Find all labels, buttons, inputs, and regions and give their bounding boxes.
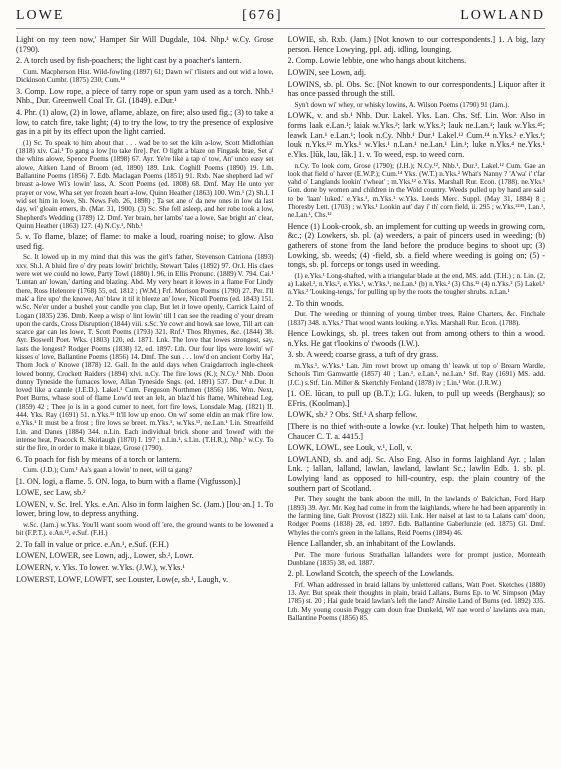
citation-block: Dur. The weeding or thinning of young timber trees, Raine Charters, &c. Finchale (1837) 348. n.Yks.² That wood wants louking. e.Yks. Marshall Rur. Econ. (1788).: [287, 310, 545, 327]
citation-block: Syn't down wi' whey, or whisky lowins, A. Wilson Poems (1790) 91 (Jam.).: [294, 100, 510, 109]
header-left-guide-word: LOWE: [16, 8, 65, 23]
page-header: [16, 8, 545, 29]
page-number: [676]: [242, 8, 283, 23]
right-column: [288, 35, 546, 770]
citation-block: Frf. Whan addressed in braid lallans by unlettered callans, Watt Poet. Sketches (1880) 13. Ayr. But speak their thoughts in plain, braid Lallans, Burns Ep. to W. Simpson (May 1785) st. 20 ; Hai gude braid lawlan's left the land? Ainslie Land of Burns (ed. 1892) 335. Lth. My young cousin Peggy cam doun frae Dunkeld, Wi' nae word o' lawlants ava man, Ballantine Poems (1856) 85.: [287, 580, 545, 623]
dictionary-entry: 2. A torch used by fish-poachers; the light cast by a poacher's lantern.: [16, 56, 242, 66]
dictionary-entry: Light on my teen now,' Hamper Sir Will Dugdale, 104. Nhp.¹ w.Cy. Grose (1790).: [16, 35, 274, 54]
text-columns: [16, 35, 545, 770]
citation-block: n.Cy. To look corn, Grose (1790); (J.H.); N.Cy.¹², Nhb.¹, Dur.¹, Lakel.¹² Cum. Gae an look that field o' haver (E.W.P.); Cum.¹⁴ Yks. (W.T.) n.Yks.² What's Nanny ? 'A'wa' i' t'far yahd o' Langlands lookin' t'wheat' ; m.Yks.¹² e.Yks. Marshall Rur. Econ. (1788). ne.Yks.¹ Gon. done by women and children in the Wold country. Weeds pulled up by hand are said to be 'laan' luked.' e.Yks.¹, m.Yks.¹ w.Yks. Leeds Merc. Suppl. (May 31, 1884) 8 ; Thoresby Lett. (1703) ; w.Yks.¹ Lookin aut' day i' th' corn field, ii. 295 ; w.Yks.²²⁴⁵, Lan.¹, ne.Lan.¹, Chs.¹²: [287, 161, 545, 220]
dictionary-entry: LOWK, LOWL, see Louk, v.¹, Loll, v.: [287, 443, 413, 453]
dictionary-entry: LOWK, v. and sb.¹ Nhb. Dur. Lakel. Yks. Lan. Chs. Stf. Lin. Wor. Also in forms laak e.Lan.¹; laiak w.Yks.²; lark w.Yks.²; lauk ne.Lan.¹; lauk w.Yks.⁴⁵; leawk Lan.¹ e.Lan.¹; look n.Cy. Nhb.¹ Dur.¹ Lakel.¹² Cum.¹⁴ n.Yks.² e.Yks.¹; louk n.Yks.¹² m.Yks.¹ w.Yks.¹ n.Lan.¹ ne.Lan.¹ Lin.¹; luke n.Yks.⁴ ne.Yks.¹ e.Yks. [lūk, lau, lāk.] 1. v. To weed, esp. to weed corn.: [287, 111, 545, 159]
citation-block: (1) Sc. To speak to him about that . . . wad be to set the kiln a-low, Scott Midlothian (1818) xiv. Cai.¹ To gang a low [to take fire]. Per. O light a blaze on Fingask brae, Set a' the whins alowe, Spence Poems (1898) 67. Ayr. Ye're like a tap o' tow, An' unco easy set alowe, Aitken Land of Broom (ed. 1890) 189. Lnk. Coghill Poems (1890) 19. Lth. Ballantine Poems (1856) 7. Edb. Maclagan Poems (1851) 91. Rxb. Nae shepherd lad wi' breast a-lowe Wi's lowin' lass, A. Scott Poems (ed. 1808) 68. Dmf. May He unto yer prayer or vow, Wha set yer frozen heart a-low, Quinn Heather (1863) 100. Wm.¹ (2) Sh.I. I wid set him in lowe, Sh. News Feb. 26, 1898) ; Ta set ane o' da new ones in low da last day, wi' gloain emers, ib. (Mar. 31, 1900). (3) Sc. She fell asleep, and her robe took a low, Shepherd's Wedding (1789) 12. Dmf. Yer brain, her lambs' tae a lowe, Sae bright an' clear, Quinn Heather (1863) 127. (4) N.Cy.¹, Nhb.¹: [16, 138, 274, 230]
citation-block: m.Yks.¹, w.Yks.¹ Lan. Jim rowt browt up omang th' leawk ut top o' Brearn Wardle, Schools Tim Gamwattle (1857) 40 ; Lan.¹, e.Lan.¹, ne.Lan.¹ Stf. Ray (1691) MS. add. (J.C.) s.Stf. Lin. Miller & Skertchly Fenland (1878) iv ; Lin.¹ Wor. (J.R.W.): [287, 361, 545, 387]
dictionary-entry: 3. sb. A weed; coarse grass, a tuft of dry grass.: [287, 350, 439, 360]
citation-block: Per. They sought the bank aboon the mill, In the lawlands o' Balcichan, Ford Harp (1893) 39. Ayr. Mr. Keg had come in from the laighlands, where he had been apparently in the farming line, Galt Provost (1822) xiii. Lnk. Her naisel at last to ta Lalans cam' doon, Rodger Poems (1838) 28, ed. 1897. Edb. Ballantine Gaberlunzie (ed. 1875) Gl. Dmf. Whyles the corn's green in the lallans, Reid Poems (1894) 46.: [287, 495, 545, 537]
dictionary-entry: Hence Lowkings, sb. pl. trees taken out from among others to thin a wood. n.Yks. He gat t'lookins o' t'woods (I.W.).: [287, 329, 545, 348]
dictionary-entry: 2. pl. Lowland Scotch, the speech of the Lowlands.: [287, 569, 455, 579]
dictionary-entry: 2. Comp. Lowie lebbie, one who hangs about kitchens.: [287, 56, 467, 66]
citation-block: (1) e.Yks.¹ Long-shafted, with a triangular blade at the end, MS. add. (T.H.) ; n. Lin. (2, a) Lakel.², n.Yks.², e.Yks.¹, w.Yks.¹, ne.Lan.¹ (b) n.Yks.² (3) Chs.¹² (4) n.Yks.² (5) Lakel.¹ n.Yks.² 'Louking-tengs,' for pulling up by the roots the tougher shrubs. n.Lan.¹: [287, 271, 545, 297]
dictionary-entry: 5. v. To flame, blaze; of flame: to make a loud, roaring noise; to glow. Also used fig.: [16, 232, 274, 251]
dictionary-entry: LOWEN, v. Sc. Irel. Yks. e.An. Also in form laighen Sc. (Jam.) [lou·ən.] 1. To lower, bring low, to depress anything.: [16, 499, 274, 519]
dictionary-entry: LOWLAND, sb. and adj. Sc. Also Eng. Also in forms laighland Ayr. ; lalan Lnk. ; lallan, lalland, lawlan, lawland, lawlant Sc.; lawlin Edb. 1. sb. pl. Lowlying land as opposed to hill-country, esp. the plain country of the southern part of Scotland.: [287, 454, 545, 493]
header-right-guide-word: LOWLAND: [460, 8, 545, 23]
left-column: [16, 35, 274, 770]
citation-block: w.Sc. (Jam.) w.Yks. You'll want soom wood off 'ere, the ground wants to be lowened a bit (F.P.T.). e.An.¹², e.Suf. (F.H.): [16, 521, 274, 538]
dictionary-entry: LOWIN, see Lown, adj.: [287, 67, 367, 77]
dictionary-entry: LOWERST, LOWF, LOWFT, sec Louster, Low(e, sb.¹, Laugh, v.: [16, 574, 229, 584]
dictionary-entry: 2. To thin woods.: [287, 298, 344, 308]
dictionary-entry: Hence (1) Look-crook, sb. an implement for cutting up weeds in growing corn, &c.; (2) Lowkers, sb. pl. (a) weeders, a pair of pincers used in weeding; (b) gatherers of stone from the land before the produce begins to shoot up; (3) Lowking, sb. weeds; (4) -field, sb. a field where weeding is going on; (5) -tongs, sb. pl. forceps or tongs used in weeding.: [287, 221, 545, 270]
citation-block: Cum. (J.D.); Cum.¹ Aa's gaan a lowin' to neet, will ta gang?: [23, 466, 192, 475]
dictionary-entry: Hence Lallander, sb. an inhabitant of the Lowlands.: [287, 538, 456, 548]
dictionary-entry: LOWEN, LOWER, see Lown, adj., Lower, sb.², Lowr.: [16, 551, 194, 561]
citation-block: Cum. Macpherson Hist. Wild-fowling (1897) 61; Dawn wi' t'listers and out wid a lowe, Dickinson Cumbr. (1875) 230; Cum.¹⁴: [16, 67, 274, 85]
dictionary-entry: LOWK, sb.² ? Obs. Stf.¹ A sharp fellow.: [287, 410, 418, 420]
dictionary-entry: 2. To fall in value or price. e.An.¹, e.Suf. (F.H.): [16, 539, 169, 549]
dictionary-entry: [There is no thief with-oute a lowke (v.r. louke) That helpeth him to wasten, Chaucer C. T. a. 4415.]: [287, 421, 545, 441]
dictionary-entry: LOWE, sec Law, sb.²: [16, 488, 86, 498]
citation-block: Sc. It lowed up in my mind that this was the girl's father, Stevenson Catriona (1893) xxv. Sh.I. A bluid fire o' dry peats lowin' brichtly, Stewart Tales (1892) 97. Or.I. His claes were wet we could no lowe, Party Towl (1880) l. 96, in Ellis Pronunc. (1889) V. 794. Cai.¹ 'Luntan an' lowan,' darting and blazing. Abd. My very heart it lowes in a flame For Lindy there, Ross Helenore (1768) 55, ed. 1812 ; (W.M.) Frf. Morison Poems (1790) 27. Per. I'll mak' a fire upo' the knowe, An' blaw it til it bleeze an' lowe, Nicoll Poems (ed. 1843) 151. w.Sc. Ne'er under a bushel your candle you clap, But let it lowe openly, Carrick Laird of Logan (1835) 236. Dmb. Keep a wisp o' lint lowin' till I can see the reading o' your dream upon the cards, Cross Disruption (1844) viii. s.Sc. Ye cowr and howk sae lowe, Till art can scarce gar can les lowe, T. Scott Poems (1793) 321. Rnf.¹ Thos Rhymes, &c. (1844) 38. Ayr. Boswell Poet. Wks. (1803) 120, ed. 1871. Lnk. The love that lowes strongest, say, lasts the longest? Rodger Poems (1838) 12, ed. 1897. Lth. Our four lips were lowin' wi' kisses o' love, Ballantine Poems (1856) 14. Dmf. The sun . . . low'd on ancient Corby Ha', Thom Jock o' Knowe (1878) 12. Gall. In the auld days when Craigdarroch ingle-cheek lowed bonny, Crockett Raiders (1894) xlvi. n.Cy. The fire lows (K.); N.Cy.¹ Nhb. Doon dunny Tyneside the furnaces lowe, Allan Tyneside Sngs. (ed. 1891) 537. Dur.¹ e.Dur. It loved like a cannle (J.E.D.). Lakel.¹ Cum. Ferguson Northmen (1856) 186. Wm. Next, Poet Burns, whase soul of flame Low'd teet an lelt, an blaz'd his flame, Whitehead Leg. (1859) 42 ; Thee jo is in a good cumer to neet, fort fire lows, Lonsdale Mag. (1821) II. 444. Yks. Ray (1691) 51. n.Yks.¹² It'll low up enoo. On wi' some eldin an mak t'fire low. e.Yks.¹ It must be a frost ; fire lows se breet. m.Yks.¹, w.Yks.¹³, ne.Lan.¹ Lin. Streatfeild Lin. and Danes (1884) 344. n.Lin. Each individual brick shone and 'lowed' with the intense heat, Peacock R. Skirlaugh (1870) I. 197 ; n.Lin.¹, s.Lin. (T.H.R.), Nhp.¹ w.Cy. To stir the fire, in order to make it blaze, Grose (1790).: [16, 253, 274, 453]
dictionary-entry: LOWIE, sb. Rxb. (Jam.) [Not known to our correspondents.] 1. A big, lazy person. Hence Lowying, ppl. adj. idling, lounging.: [287, 35, 545, 54]
dictionary-entry: 6. To poach for fish by means of a torch or lantern.: [16, 454, 182, 464]
dictionary-entry: LOWERN, v. Yks. To lower. w.Yks. (J.W.), w.Yks.¹: [16, 563, 185, 573]
dictionary-entry: [1. ON. logi, a flame. 5. ON. loga, to burn with a flame (Vigfusson).]: [16, 476, 241, 486]
citation-block: Per. The more furious Strathallan lallanders were for prompt justice, Monteath Dunblane (1835) 38, ed. 1887.: [287, 550, 545, 567]
dictionary-entry: LOWINS, sb. pl. Obs. Sc. [Not known to our correspondents.] Liquor after it has once passed through the still.: [287, 79, 545, 99]
dictionary-entry: [1. OE. lūcan, to pull up (B.T.); LG. luken, to pull up weeds (Berghaus); so EFris. (Koolman).]: [287, 388, 545, 408]
dictionary-entry: 3. Comp. Low rope, a piece of tarry rope or spun yarn used as a torch. Nhb.¹ Nhb., Dur. Greenwell Coal Tr. Gl. (1849). e.Dur.¹: [16, 86, 274, 106]
dictionary-entry: 4. Phr. (1) alow, (2) in lowe, aflame, ablaze, on fire; also used fig.; (3) to take a low, to catch fire, take light; (4) to try the low, to try the presence of explosive gas in a pit by its effect upon the light carried.: [16, 107, 274, 137]
